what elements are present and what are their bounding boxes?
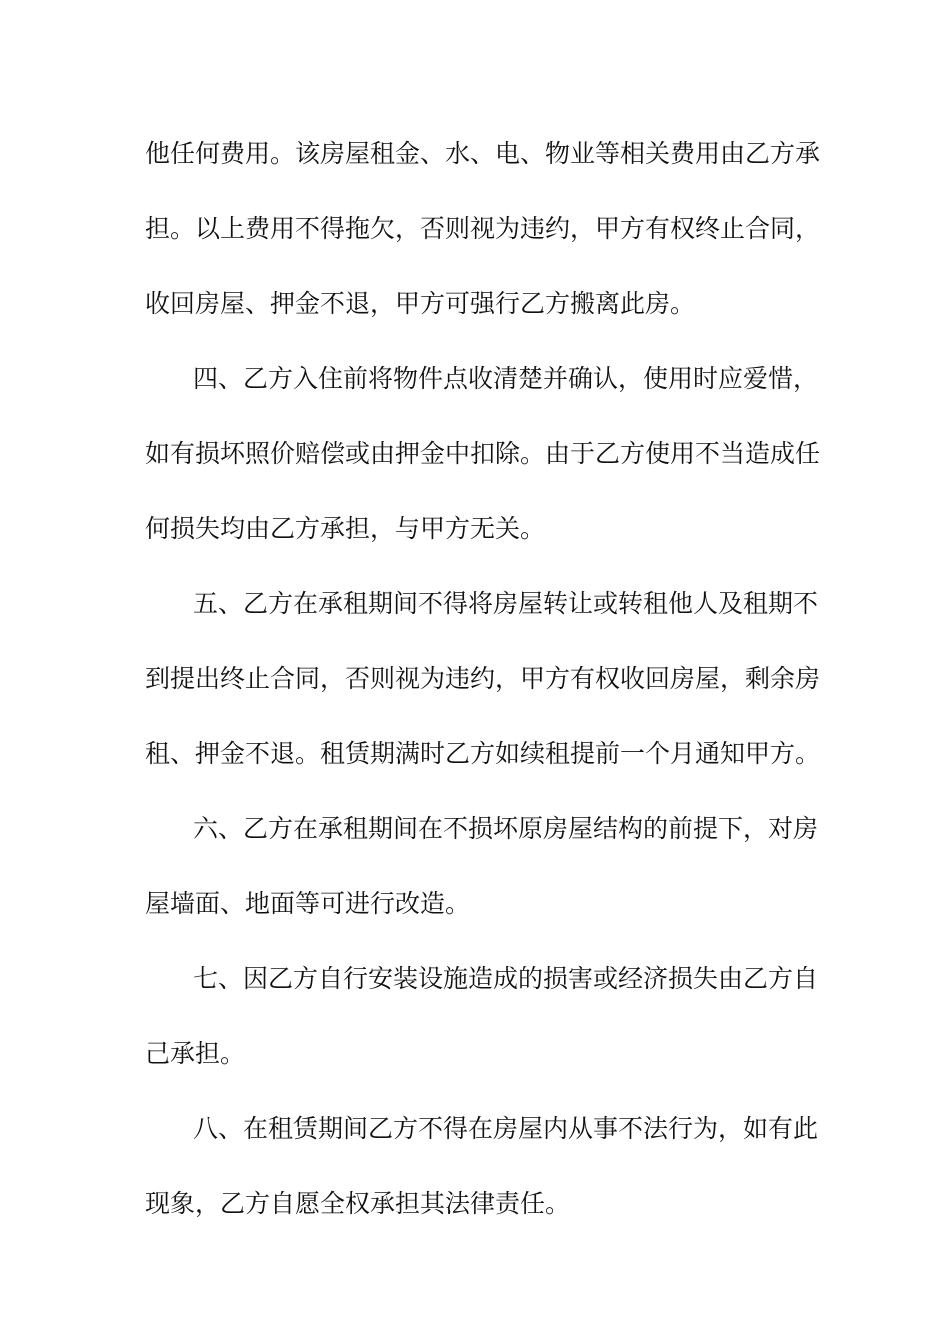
clause-4-start: 四、乙方入住前将物件点收清楚并确认，使用时应爱惜， xyxy=(193,364,819,393)
text-line: 到提出终止合同，否则视为违约，甲方有权收回房屋，剩余房 xyxy=(145,664,821,693)
text-line: 屋墙面、地面等可进行改造。 xyxy=(145,889,471,918)
text-line: 现象，乙方自愿全权承担其法律责任。 xyxy=(145,1189,571,1218)
text-line: 何损失均由乙方承担，与甲方无关。 xyxy=(145,514,546,543)
text-line: 他任何费用。该房屋租金、水、电、物业等相关费用由乙方承 xyxy=(145,139,821,168)
text-line: 己承担。 xyxy=(145,1039,246,1068)
text-line: 如有损坏照价赔偿或由押金中扣除。由于乙方使用不当造成任 xyxy=(145,439,821,468)
text-line: 担。以上费用不得拖欠，否则视为违约，甲方有权终止合同， xyxy=(145,214,821,243)
text-line: 租、押金不退。租赁期满时乙方如续租提前一个月通知甲方。 xyxy=(145,739,821,768)
clause-7-start: 七、因乙方自行安装设施造成的损害或经济损失由乙方自 xyxy=(193,964,819,993)
clause-6-start: 六、乙方在承租期间在不损坏原房屋结构的前提下，对房 xyxy=(193,814,819,843)
clause-5-start: 五、乙方在承租期间不得将房屋转让或转租他人及租期不 xyxy=(193,589,819,618)
text-line: 收回房屋、押金不退，甲方可强行乙方搬离此房。 xyxy=(145,289,696,318)
clause-8-start: 八、在租赁期间乙方不得在房屋内从事不法行为，如有此 xyxy=(193,1114,819,1143)
